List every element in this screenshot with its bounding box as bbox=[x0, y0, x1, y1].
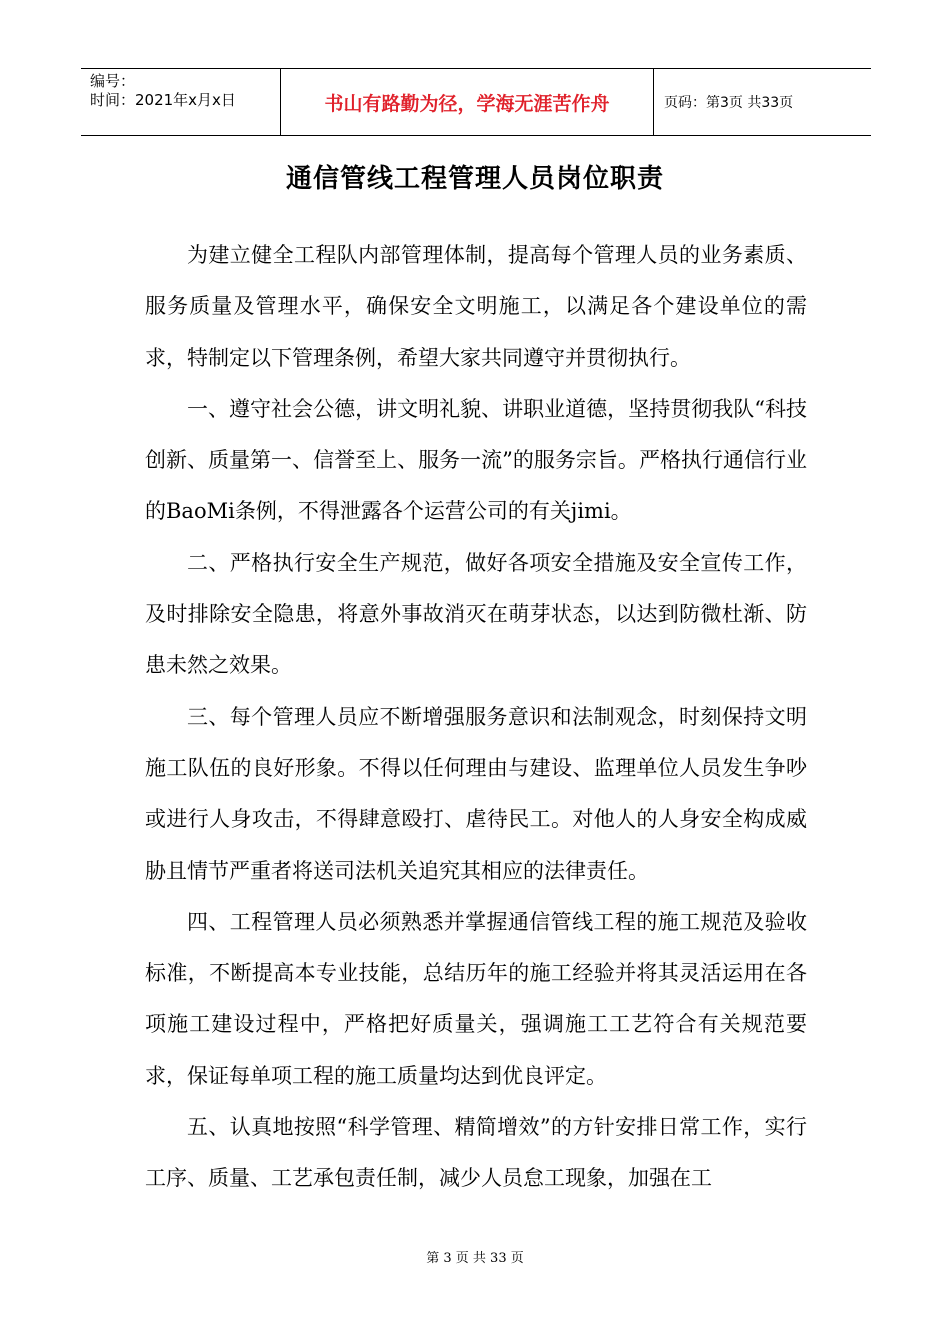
paragraph-1: 一、遵守社会公德，讲文明礼貌、讲职业道德，坚持贯彻我队“科技创新、质量第一、信誉至上、服务一流”的服务宗旨。严格执行通信行业的BaoMi条例，不得泄露各个运营公司的有关jimi。 bbox=[145, 396, 807, 524]
paragraph-4: 四、工程管理人员必须熟悉并掌握通信管线工程的施工规范及验收标准，不断提高本专业技能，总结历年的施工经验并将其灵活运用在各项施工建设过程中，严格把好质量关，强调施工工艺符合有关规范要求，保证每单项工程的施工质量均达到优良评定。 bbox=[145, 909, 807, 1088]
paragraph-intro: 为建立健全工程队内部管理体制，提高每个管理人员的业务素质、服务质量及管理水平，确保安全文明施工，以满足各个建设单位的需求，特制定以下管理条例，希望大家共同遵守并贯彻执行。 bbox=[145, 243, 807, 370]
paragraph-3: 三、每个管理人员应不断增强服务意识和法制观念，时刻保持文明施工队伍的良好形象。不得以任何理由与建设、监理单位人员发生争吵或进行人身攻击，不得肆意殴打、虐待民工。对他人的人身安全构成威胁且情节严重者将送司法机关追究其相应的法律责任。 bbox=[145, 704, 807, 883]
page-footer: 第 3 页 共 33 页 bbox=[426, 1251, 524, 1266]
header-motto: 书山有路勤为径，学海无涯苦作舟 bbox=[281, 69, 654, 135]
document-header bbox=[81, 68, 871, 136]
number-label: 编号： bbox=[90, 72, 136, 90]
paragraph-5: 五、认真地按照“科学管理、精简增效”的方针安排日常工作，实行工序、质量、工艺承包责任制，减少人员怠工现象，加强在工 bbox=[145, 1115, 807, 1191]
time-label: 时间：2021年x月x日 bbox=[90, 91, 236, 109]
header-meta bbox=[81, 69, 281, 135]
document-title: 通信管线工程管理人员岗位职责 bbox=[285, 164, 664, 194]
paragraph-2: 二、严格执行安全生产规范，做好各项安全措施及安全宣传工作，及时排除安全隐患，将意外事故消灭在萌芽状态，以达到防微杜渐、防患未然之效果。 bbox=[145, 550, 807, 678]
header-page-info: 页码：第3页 共33页 bbox=[664, 95, 794, 111]
document-body bbox=[145, 230, 807, 1205]
